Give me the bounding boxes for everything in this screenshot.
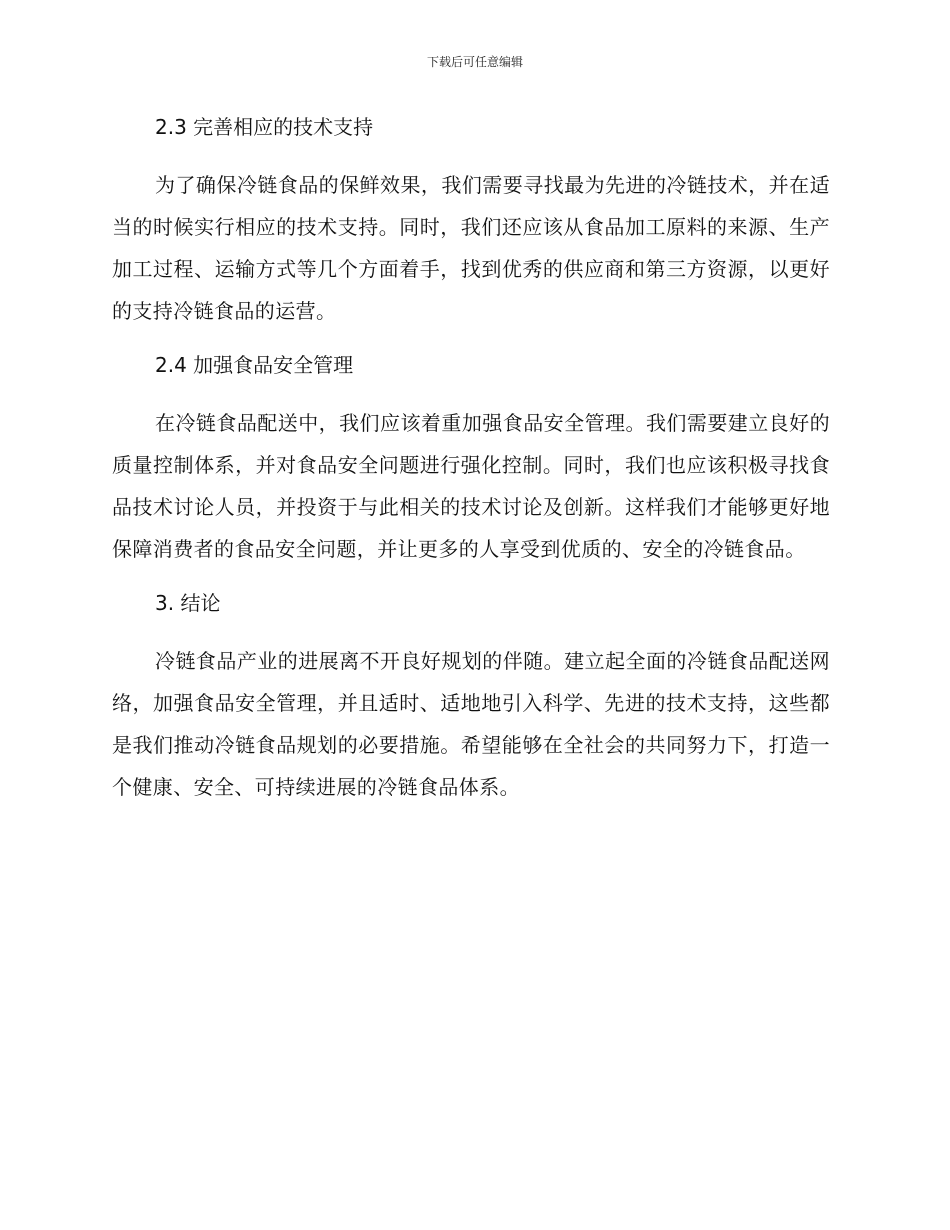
section-paragraph-conclusion: 冷链食品产业的进展离不开良好规划的伴随。建立起全面的冷链食品配送网络，加强食品安全管理，并且适时、适地地引入科学、先进的技术支持，这些都是我们推动冷链食品规划的必要措施。希望能够在全社会的共同努力下，打造一个健康、安全、可持续进展的冷链食品体系。 [112,649,830,799]
page-header: 下载后可任意编辑 [426,55,523,69]
section-paragraph-2-4: 在冷链食品配送中，我们应该着重加强食品安全管理。我们需要建立良好的质量控制体系，并对食品安全问题进行强化控制。同时，我们也应该积极寻找食品技术讨论人员，并投资于与此相关的技术讨论及创新。这样我们才能够更好地保障消费者的食品安全问题，并让更多的人享受到优质的、安全的冷链食品。 [112,411,830,561]
document-body [112,108,830,808]
section-heading-conclusion: 3. 结论 [155,591,221,615]
section-heading-2-4: 2.4 加强食品安全管理 [155,353,354,377]
section-heading-2-3: 2.3 完善相应的技术支持 [155,115,374,139]
section-paragraph-2-3: 为了确保冷链食品的保鲜效果，我们需要寻找最为先进的冷链技术，并在适当的时候实行相应的技术支持。同时，我们还应该从食品加工原料的来源、生产加工过程、运输方式等几个方面着手，找到优秀的供应商和第三方资源，以更好的支持冷链食品的运营。 [112,173,830,323]
